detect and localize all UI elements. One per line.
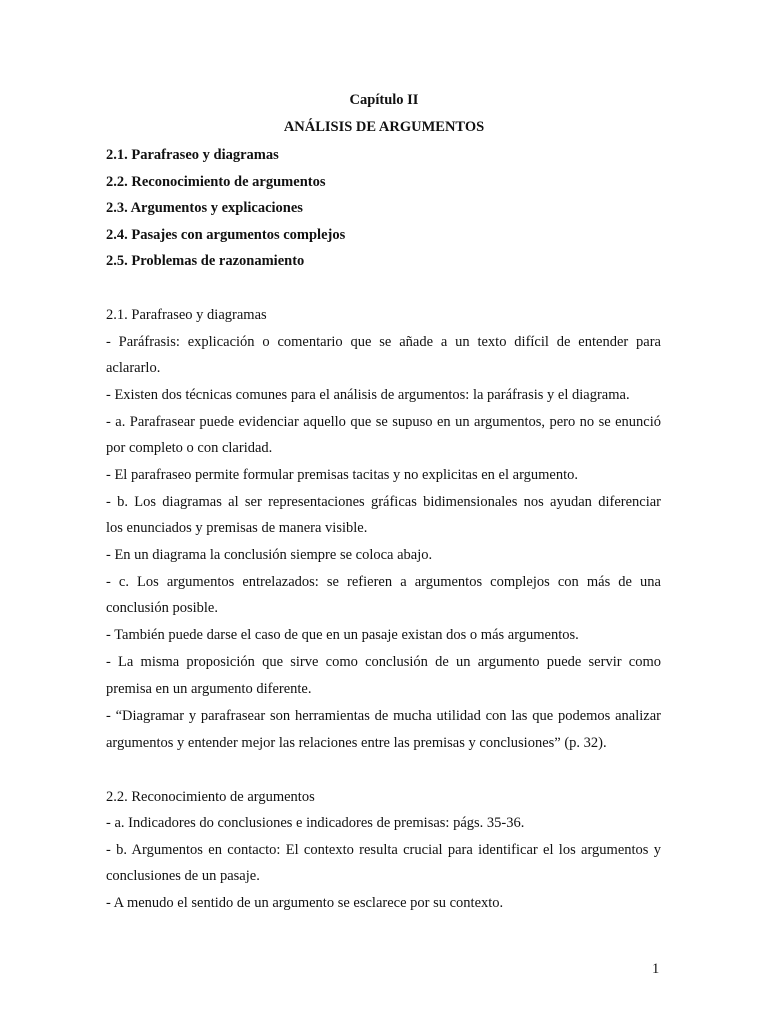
section-heading: 2.1. Parafraseo y diagramas xyxy=(106,307,267,323)
body-line: - El parafraseo permite formular premisas tacitas y no explicitas en el argumento. xyxy=(106,467,579,483)
body-line: - a. Indicadores do conclusiones e indicadores de premisas: págs. 35-36. xyxy=(106,815,525,831)
body-line: - Existen dos técnicas comunes para el análisis de argumentos: la paráfrasis y el diagrama. xyxy=(106,387,630,403)
body-line: - La misma proposición que sirve como conclusión de un argumento puede servir como xyxy=(106,654,661,670)
quote-line: argumentos y entender mejor las relaciones entre las premisas y conclusiones” (p. 32). xyxy=(106,735,607,751)
toc-item: 2.3. Argumentos y explicaciones xyxy=(106,200,303,216)
body-line: aclararlo. xyxy=(106,360,161,376)
chapter-label: Capítulo II xyxy=(349,92,419,108)
toc-item: 2.2. Reconocimiento de argumentos xyxy=(106,174,326,190)
body-line: - También puede darse el caso de que en un pasaje existan dos o más argumentos. xyxy=(106,627,579,643)
body-line: - b. Los diagramas al ser representaciones gráficas bidimensionales nos ayudan diferenciar xyxy=(106,494,661,510)
body-line: premisa en un argumento diferente. xyxy=(106,681,312,697)
chapter-title: ANÁLISIS DE ARGUMENTOS xyxy=(283,119,485,135)
page-number: 1 xyxy=(652,961,660,977)
body-line: conclusión posible. xyxy=(106,600,218,616)
body-line: - c. Los argumentos entrelazados: se refieren a argumentos complejos con más de una xyxy=(106,574,661,590)
body-line: - A menudo el sentido de un argumento se esclarece por su contexto. xyxy=(106,895,504,911)
toc-item: 2.4. Pasajes con argumentos complejos xyxy=(106,227,346,243)
body-line: - Paráfrasis: explicación o comentario que se añade a un texto difícil de entender para xyxy=(106,334,661,350)
toc-item: 2.1. Parafraseo y diagramas xyxy=(106,147,279,163)
body-line: - a. Parafrasear puede evidenciar aquello que se supuso en un argumentos, pero no se enunció xyxy=(106,414,661,430)
body-line: conclusiones de un pasaje. xyxy=(106,868,260,884)
section-heading: 2.2. Reconocimiento de argumentos xyxy=(106,789,315,805)
body-line: - En un diagrama la conclusión siempre se coloca abajo. xyxy=(106,547,433,563)
body-line: por completo o con claridad. xyxy=(106,440,273,456)
toc-item: 2.5. Problemas de razonamiento xyxy=(106,253,305,269)
quote-line: - “Diagramar y parafrasear son herramientas de mucha utilidad con las que podemos analizar xyxy=(106,708,661,724)
body-line: - b. Argumentos en contacto: El contexto resulta crucial para identificar el los argumentos y xyxy=(106,842,661,858)
body-line: los enunciados y premisas de manera visible. xyxy=(106,520,368,536)
